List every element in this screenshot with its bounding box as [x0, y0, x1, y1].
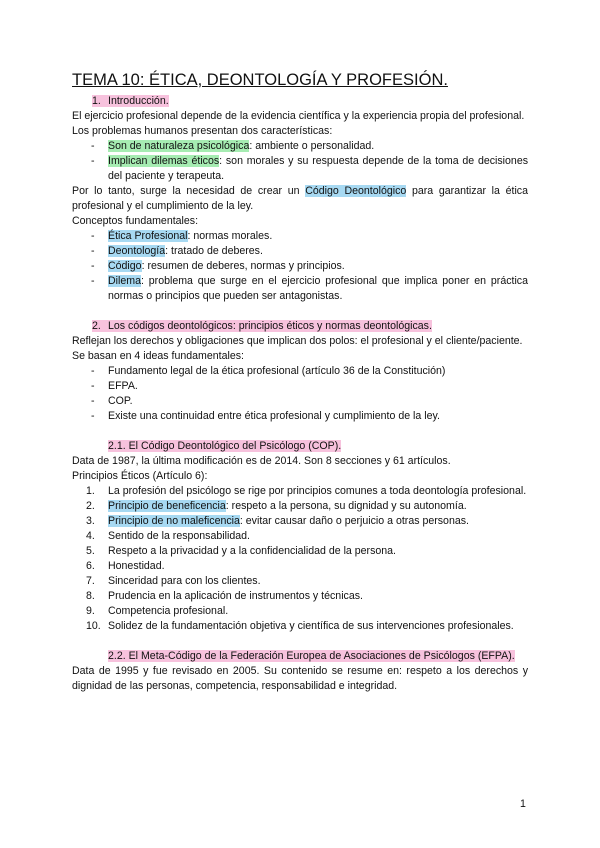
spacer	[72, 634, 528, 649]
list-item-number: 4.	[86, 530, 95, 542]
paragraph-text: para garantizar la ética profesional y el cumplimiento de la ley.	[72, 185, 528, 212]
list-item	[72, 229, 528, 244]
paragraph: Principios Éticos (Artículo 6):	[72, 470, 208, 482]
highlight-blue: Dilema	[108, 275, 141, 287]
list-item: - Existe una continuidad entre ética profesional y cumplimiento de la ley.	[72, 409, 528, 424]
list-item-text: : son morales y su respuesta depende de la toma de decisiones del paciente y terapeuta.	[108, 155, 529, 182]
list-item-text: Sentido de la responsabilidad.	[108, 530, 250, 542]
section-2-2-title: 2.2. El Meta-Código de la Federación Europea de Asociaciones de Psicólogos (EFPA).	[108, 650, 515, 662]
paragraph: Los problemas humanos presentan dos características:	[72, 125, 333, 137]
section-1-title: Introducción.	[108, 95, 169, 107]
section-2-highlight	[92, 320, 432, 332]
list-item-text: La profesión del psicólogo se rige por principios comunes a toda deontología profesional.	[108, 485, 527, 497]
list-item: - COP.	[72, 394, 528, 409]
list-item-number: 8.	[86, 590, 95, 602]
document-page	[72, 70, 528, 694]
list-item	[72, 244, 528, 259]
section-1-number: 1.	[92, 95, 101, 107]
section-2-number: 2.	[92, 320, 101, 332]
list-item-text: Respeto a la privacidad y a la confidencialidad de la persona.	[108, 545, 396, 557]
highlight-green: Implican dilemas éticos	[108, 155, 220, 167]
paragraph: El ejercicio profesional depende de la evidencia científica y la experiencia propia del profesional.	[72, 110, 525, 122]
concepts-list	[72, 229, 528, 304]
paragraph-text: Por lo tanto, surge la necesidad de crear un	[72, 185, 306, 197]
list-item-text: : resumen de deberes, normas y principios.	[141, 260, 345, 272]
highlight-blue: Código Deontológico	[305, 185, 407, 197]
list-item-text: Competencia profesional.	[108, 605, 229, 617]
list-item-number: 1.	[86, 485, 95, 497]
list-item-text: : normas morales.	[187, 230, 273, 242]
list-item	[72, 574, 528, 589]
list-item	[72, 589, 528, 604]
list-item-number: 3.	[86, 515, 95, 527]
list-item-text: : evitar causar daño o perjuicio a otras personas.	[239, 515, 469, 527]
list-item	[72, 514, 528, 529]
list-item	[72, 604, 528, 619]
list-item-number: 9.	[86, 605, 95, 617]
list-item-text: : problema que surge en el ejercicio profesional que implica poner en práctica normas o principios que pueden ser antagonistas.	[108, 275, 528, 302]
section-2-1-title: 2.1. El Código Deontológico del Psicólogo (COP).	[108, 440, 342, 452]
list-item	[72, 619, 528, 634]
list-item-number: 10.	[86, 620, 101, 632]
list-item-number: 6.	[86, 560, 95, 572]
list-item: - EFPA.	[72, 379, 528, 394]
list-item-text: : ambiente o personalidad.	[249, 140, 375, 152]
list-item	[72, 559, 528, 574]
list-item-text: Prudencia en la aplicación de instrumentos y técnicas.	[108, 590, 363, 602]
section-1-heading	[72, 94, 528, 109]
list-item-text: : tratado de deberes.	[165, 245, 263, 257]
list-item	[72, 259, 528, 274]
paragraph	[72, 184, 528, 214]
page-number: 1	[520, 798, 526, 810]
list-item	[72, 499, 528, 514]
highlight-blue: Principio de beneficencia	[108, 500, 226, 512]
list-item-number: 5.	[86, 545, 95, 557]
principles-list	[72, 484, 528, 634]
list-item	[72, 154, 528, 184]
paragraph: Data de 1995 y fue revisado en 2005. Su contenido se resume en: respeto a los derechos y dignidad de las personas, competencia, responsabilidad e integridad.	[72, 665, 528, 692]
spacer	[72, 424, 528, 439]
section-2-heading	[72, 319, 528, 334]
section-2-title: Los códigos deontológicos: principios éticos y normas deontológicas.	[108, 320, 432, 332]
section-1-highlight	[92, 95, 169, 107]
page-title: TEMA 10: ÉTICA, DEONTOLOGÍA Y PROFESIÓN.	[72, 71, 448, 89]
list-item-text: Solidez de la fundamentación objetiva y científica de sus intervenciones profesionales.	[108, 620, 514, 632]
list-item-text: Honestidad.	[108, 560, 165, 572]
characteristics-list	[72, 139, 528, 184]
spacer	[72, 304, 528, 319]
highlight-blue: Código	[108, 260, 142, 272]
paragraph: Conceptos fundamentales:	[72, 215, 199, 227]
highlight-green: Son de naturaleza psicológica	[108, 140, 250, 152]
highlight-blue: Principio de no maleficencia	[108, 515, 240, 527]
list-item	[72, 544, 528, 559]
list-item: - Fundamento legal de la ética profesional (artículo 36 de la Constitución)	[72, 364, 528, 379]
highlight-blue: Ética Profesional	[108, 230, 188, 242]
list-item-number: 2.	[86, 500, 95, 512]
section-2-2-heading	[72, 649, 528, 664]
list-item	[72, 529, 528, 544]
list-item-text: : respeto a la persona, su dignidad y su autonomía.	[225, 500, 467, 512]
ideas-list	[72, 364, 528, 424]
section-2-1-heading	[72, 439, 528, 454]
list-item	[72, 484, 528, 499]
list-item-number: 7.	[86, 575, 95, 587]
highlight-blue: Deontología	[108, 245, 166, 257]
paragraph: Reflejan los derechos y obligaciones que implican dos polos: el profesional y el cliente/paciente.	[72, 335, 523, 347]
list-item	[72, 274, 528, 304]
list-item	[72, 139, 528, 154]
paragraph: Se basan en 4 ideas fundamentales:	[72, 350, 244, 362]
paragraph: Data de 1987, la última modificación es de 2014. Son 8 secciones y 61 artículos.	[72, 455, 451, 467]
list-item-text: Sinceridad para con los clientes.	[108, 575, 261, 587]
